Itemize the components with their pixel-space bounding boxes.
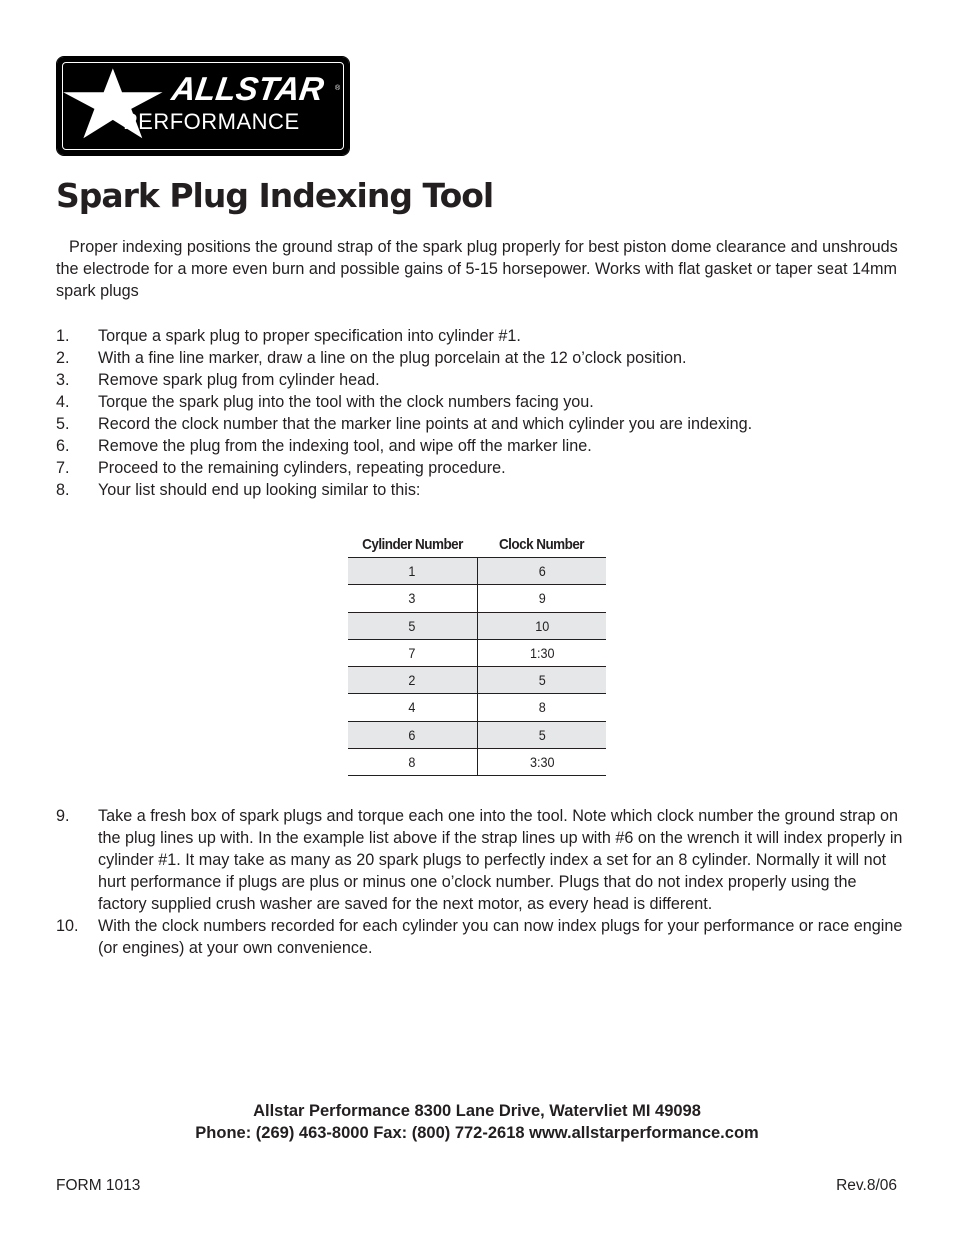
footer-address: Allstar Performance 8300 Lane Drive, Watervliet MI 49098 [253, 1102, 701, 1120]
list-item [56, 915, 906, 959]
step-text: Take a fresh box of spark plugs and torque each one into the tool. Note which clock number the ground strap on the plug lines up with. In the example list above if the strap lines up with #6 on the wrench it will index properly in cylinder #1. It may take as many as 20 spark plugs to perfectly index a set for an 8 cylinder. Normally it will not hurt performance if plugs are plus or minus one o’clock number. Plugs that do not index properly using the factory supplied crush washer are saved for the next motor, as every head is different. [98, 807, 903, 913]
table-row [348, 558, 606, 585]
step-text: Remove the plug from the indexing tool, and wipe off the marker line. [98, 437, 592, 455]
step-text: Proceed to the remaining cylinders, repeating procedure. [98, 459, 506, 477]
step-text: Your list should end up looking similar to this: [98, 481, 421, 499]
list-item [56, 347, 906, 369]
step-number: 2. [56, 349, 70, 367]
logo-registered-mark: ® [335, 85, 341, 92]
table-header [348, 532, 606, 558]
step-number: 5. [56, 415, 70, 433]
cylinder-value: 2 [408, 672, 416, 689]
step-number: 3. [56, 371, 70, 389]
table-row [348, 722, 606, 749]
step-number: 4. [56, 393, 70, 411]
step-number: 7. [56, 459, 70, 477]
list-item [56, 369, 906, 391]
list-item [56, 457, 906, 479]
list-item [56, 479, 906, 501]
cylinder-cell [348, 749, 478, 775]
cylinder-clock-table [348, 532, 606, 776]
allstar-logo [57, 57, 349, 155]
cylinder-value: 1 [408, 563, 416, 579]
cylinder-cell [348, 585, 478, 611]
clock-cell: 8 [538, 699, 546, 716]
clock-cell: 9 [538, 590, 546, 607]
revision-date: Rev.8/06 [836, 1177, 897, 1194]
cylinder-cell [348, 613, 478, 639]
table-row [348, 667, 606, 694]
steps-list-a [56, 325, 906, 501]
step-text: With the clock numbers recorded for each cylinder you can now index plugs for your performance or race engine (or engines) at your own convenience. [98, 917, 903, 957]
cylinder-value: 5 [408, 617, 416, 634]
steps-list-b [56, 805, 906, 959]
logo-brand-text: ALLSTAR [169, 70, 327, 107]
intro-paragraph: Proper indexing positions the ground strap of the spark plug properly for best piston dome clearance and unshrouds the electrode for a more even burn and possible gains of 5-15 horsepower. Works with flat gasket or taper seat 14mm spark plugs [56, 238, 898, 300]
table-row [348, 640, 606, 667]
step-text: Record the clock number that the marker line points at and which cylinder you are indexing. [98, 415, 753, 433]
cylinder-cell [348, 722, 478, 748]
clock-cell: 5 [538, 726, 546, 743]
step-number: 9. [56, 807, 70, 825]
step-number: 1. [56, 327, 70, 345]
logo-sub-text: PERFORMANCE [123, 109, 300, 134]
cylinder-cell [348, 558, 478, 584]
list-item [56, 391, 906, 413]
column-header-cylinder: Cylinder Number [362, 536, 463, 553]
clock-cell: 3:30 [529, 754, 555, 771]
table-row [348, 585, 606, 612]
column-header-clock: Clock Number [498, 536, 585, 553]
page-title: Spark Plug Indexing Tool [56, 176, 494, 215]
cylinder-value: 7 [408, 644, 416, 661]
cylinder-cell [348, 667, 478, 693]
step-text: Torque the spark plug into the tool with the clock numbers facing you. [98, 393, 594, 411]
list-item [56, 435, 906, 457]
step-number: 10. [56, 917, 79, 935]
table-row [348, 749, 606, 776]
clock-cell: 10 [534, 617, 549, 634]
clock-cell: 1:30 [529, 644, 555, 661]
cylinder-cell [348, 640, 478, 666]
clock-cell: 5 [538, 672, 546, 689]
cylinder-cell [348, 694, 478, 720]
table-row [348, 694, 606, 721]
table-row [348, 613, 606, 640]
list-item [56, 805, 906, 915]
step-text: With a fine line marker, draw a line on the plug porcelain at the 12 o’clock position. [98, 349, 687, 367]
cylinder-value: 8 [408, 754, 416, 771]
cylinder-value: 3 [408, 590, 416, 607]
step-text: Torque a spark plug to proper specification into cylinder #1. [98, 327, 521, 345]
list-item [56, 325, 906, 347]
cylinder-value: 4 [408, 699, 416, 716]
cylinder-value: 6 [408, 726, 416, 743]
list-item [56, 413, 906, 435]
step-number: 6. [56, 437, 70, 455]
form-number: FORM 1013 [56, 1177, 141, 1194]
clock-cell: 6 [538, 563, 546, 579]
step-text: Remove spark plug from cylinder head. [98, 371, 380, 389]
footer-contact: Phone: (269) 463-8000 Fax: (800) 772-2618 www.allstarperformance.com [195, 1124, 759, 1142]
step-number: 8. [56, 481, 70, 499]
